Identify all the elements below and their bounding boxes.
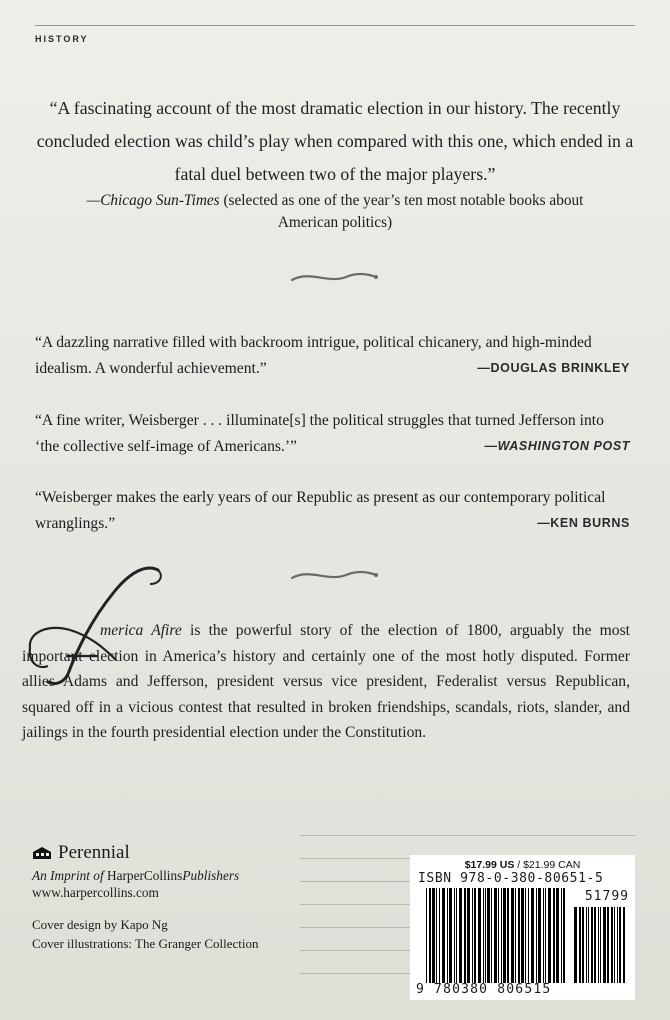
barcode-bar — [548, 888, 551, 983]
barcode-bar — [472, 888, 473, 983]
blurb-brinkley — [35, 330, 630, 381]
barcode-bar — [498, 888, 499, 983]
publisher-name: Perennial — [58, 842, 130, 863]
book-description-body: is the powerful story of the election of 1800, arguably the most important election in America’s history and certainly one of the most hotly disputed. Former allies Adams and Jefferson, president versus vice president, Federalist versus Republican, squared off in a vicious contest that resulted in broken friendships, scandals, riots, slander, and jailings in the fourth presidential election under the Constitution. — [22, 622, 630, 741]
blurb-text: “Weisberger makes the early years of our Republic as present as our contemporary political wranglings.” — [35, 489, 606, 532]
barcode-bar — [456, 888, 457, 983]
book-title-italic: merica Afire — [100, 622, 182, 639]
section-label: HISTORY — [35, 34, 89, 44]
barcode-bar — [511, 888, 514, 983]
barcode-bar — [447, 888, 448, 983]
barcode-bar — [561, 888, 562, 983]
publisher-imprint: An Imprint of HarperCollinsPublishers — [32, 868, 240, 883]
barcode-bar — [483, 888, 484, 983]
blurb-text: “A fine writer, Weisberger . . . illuminate[s] the political struggles that turned Jefferson into ‘the collective self-image of Americans.’” — [35, 412, 604, 455]
blurb-text: “A dazzling narrative filled with backroom intrigue, political chicanery, and high-minded idealism. A wonderful achievement.” — [35, 334, 592, 377]
barcode-bar — [507, 888, 509, 983]
cover-credits — [32, 915, 259, 953]
barcode-bar — [485, 888, 486, 983]
barcode-bar — [594, 907, 596, 983]
barcode-bar — [467, 888, 470, 983]
barcode-bar — [553, 888, 555, 983]
barcode-bar — [623, 907, 625, 983]
barcode-bar — [518, 888, 520, 983]
barcode-bar — [579, 907, 581, 983]
barcode-bar — [449, 888, 452, 983]
blurb-credit: —DOUGLAS BRINKLEY — [477, 360, 630, 375]
ornament-divider-middle — [288, 566, 380, 584]
barcode-bar — [478, 888, 481, 983]
barcode-bar — [436, 888, 437, 983]
barcode-bar — [545, 888, 546, 983]
barcode-bar — [429, 888, 431, 983]
price-code-text: 51799 — [584, 889, 629, 904]
barcode-bar — [619, 907, 621, 983]
barcode-bar — [439, 888, 440, 983]
barcode-bar — [494, 888, 497, 983]
barcode-bar — [536, 888, 537, 983]
lead-review-attribution — [70, 190, 600, 234]
barcode-bar — [586, 907, 587, 983]
barcode-bar — [603, 907, 606, 983]
barcode-bar — [503, 888, 506, 983]
lead-review-note: (selected as one of the year’s ten most notable books about American politics) — [219, 192, 584, 231]
barcode-bar — [611, 907, 613, 983]
isbn-text: ISBN 978-0-380-80651-5 — [418, 871, 604, 886]
blurb-credit: —KEN BURNS — [537, 515, 630, 530]
lead-review-source: —Chicago Sun-Times — [86, 192, 220, 209]
barcode-bar — [563, 888, 565, 983]
perennial-logo-icon — [32, 846, 52, 860]
barcode-bar — [525, 888, 526, 983]
barcode-bar — [454, 888, 455, 983]
barcode-bar — [442, 888, 445, 983]
lead-review-quote: “A fascinating account of the most dramatic election in our history. The recently concluded election was child’s play when compared with this one, which ended in a fatal duel between two of the major players.” — [36, 98, 634, 184]
barcode-bar — [515, 888, 516, 983]
barcode-bar — [531, 888, 534, 983]
blurb-washington-post — [35, 408, 630, 459]
barcode-bar — [426, 888, 427, 983]
barcode-bar — [600, 907, 601, 983]
barcode-bar — [528, 888, 529, 983]
barcode-block — [410, 855, 635, 1000]
cover-illustration-credit: Cover illustrations: The Granger Collection — [32, 936, 259, 951]
barcode-bar — [574, 907, 577, 983]
price-label: $17.99 US / $21.99 CAN — [464, 859, 581, 871]
barcode-bar — [487, 888, 490, 983]
cover-design-credit: Cover design by Kapo Ng — [32, 917, 168, 932]
blurb-ken-burns — [35, 485, 630, 536]
barcode-bar — [588, 907, 589, 983]
publisher-url: www.harpercollins.com — [32, 885, 159, 900]
blurb-credit: —WASHINGTON POST — [484, 438, 630, 453]
barcode-bar — [538, 888, 541, 983]
barcode-bar — [459, 888, 462, 983]
top-rule — [35, 25, 635, 26]
barcode-bar — [474, 888, 476, 983]
ean-number-text: 9 780380 806515 — [416, 982, 552, 997]
ornament-divider-top — [288, 268, 380, 286]
barcode-bar — [614, 907, 615, 983]
publisher-block — [32, 842, 239, 901]
barcode-bar — [617, 907, 618, 983]
barcode-bar — [432, 888, 435, 983]
barcode-bar — [607, 907, 609, 983]
barcode-bar — [543, 888, 544, 983]
barcode-bar — [491, 888, 492, 983]
barcode-bar — [501, 888, 502, 983]
barcode-bar — [556, 888, 559, 983]
barcode-bar — [582, 907, 584, 983]
barcode-bar — [464, 888, 466, 983]
book-description — [22, 618, 630, 746]
barcode-bar — [598, 907, 599, 983]
barcode-bar — [521, 888, 524, 983]
barcode-bar — [591, 907, 593, 983]
